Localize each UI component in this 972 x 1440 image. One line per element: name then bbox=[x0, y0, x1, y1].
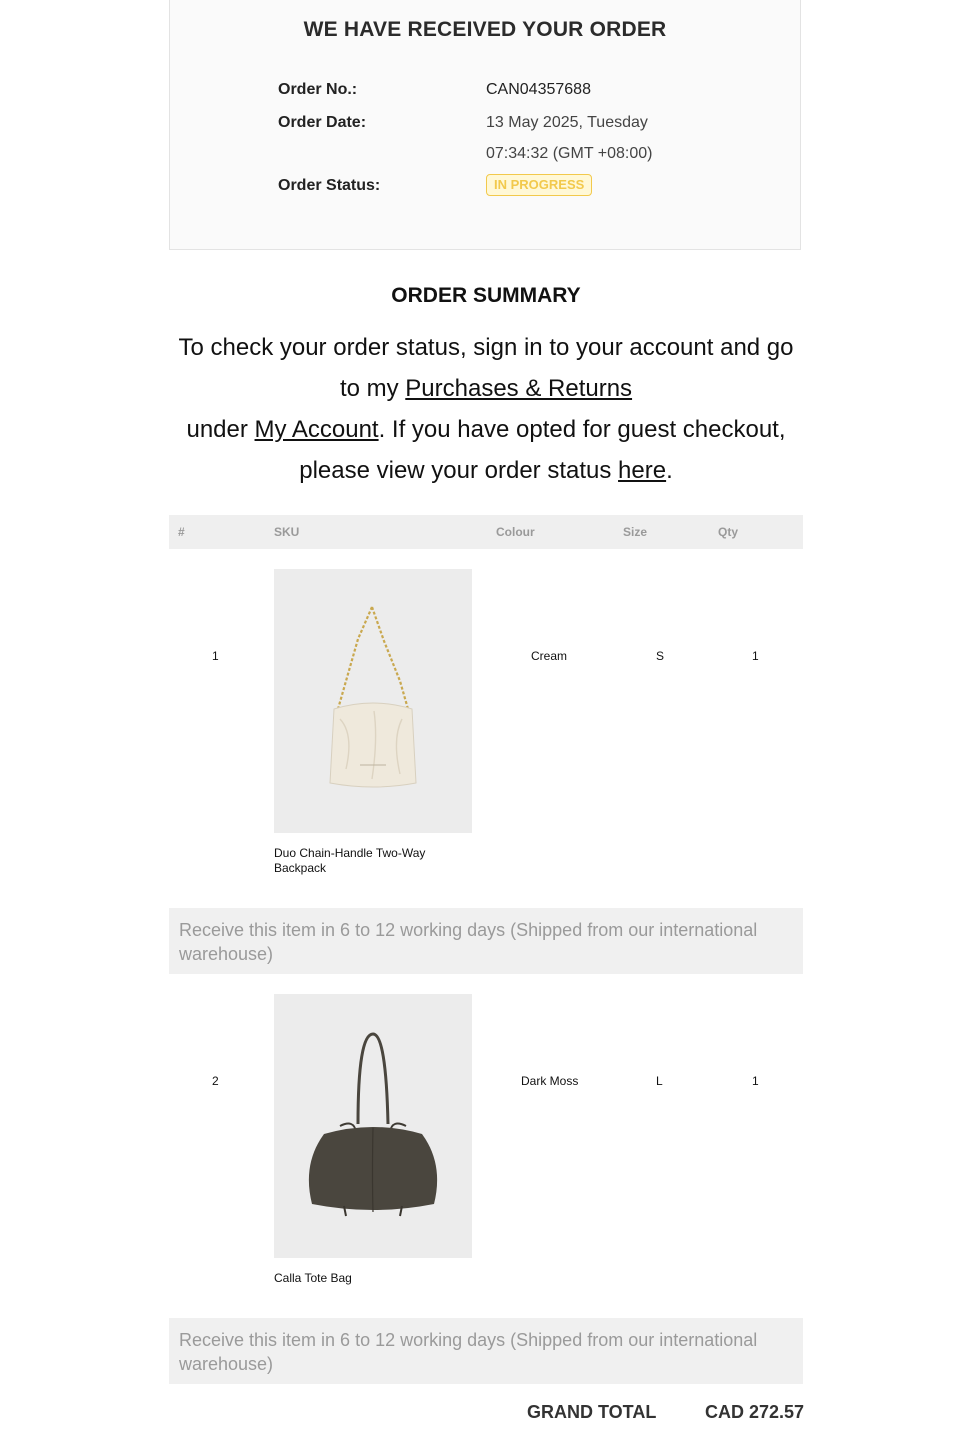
summary-text-part-3: . If you have opted for guest checkout, please view your order status bbox=[299, 416, 786, 484]
summary-text-part-4: . bbox=[666, 457, 673, 484]
cream-chain-bag-image[interactable] bbox=[274, 569, 472, 833]
order-number-label: Order No.: bbox=[278, 81, 358, 98]
summary-text-part-2: under bbox=[186, 416, 255, 443]
item-size: S bbox=[656, 649, 665, 663]
order-status-badge: IN PROGRESS bbox=[486, 174, 592, 196]
item-name: Duo Chain-Handle Two-Way Backpack bbox=[274, 846, 426, 875]
item-index: 2 bbox=[212, 1074, 219, 1088]
item-name: Calla Tote Bag bbox=[274, 1271, 352, 1285]
guest-status-here-link[interactable]: here bbox=[618, 457, 667, 484]
item-colour: Cream bbox=[531, 649, 568, 663]
shipping-note: Receive this item in 6 to 12 working days (Shipped from our international warehouse) bbox=[169, 1318, 803, 1384]
tote-bag-icon bbox=[274, 994, 472, 1258]
order-date-label: Order Date: bbox=[278, 114, 367, 131]
order-received-panel bbox=[169, 0, 801, 250]
grand-total-value: CAD 272.57 bbox=[705, 1402, 805, 1422]
item-size: L bbox=[656, 1074, 663, 1088]
items-table-header bbox=[169, 515, 803, 549]
summary-text-part-1: To check your order status, sign in to your account and go to my bbox=[178, 334, 794, 402]
order-number-value: CAN04357688 bbox=[486, 81, 591, 98]
item-qty: 1 bbox=[752, 1074, 759, 1088]
header-colour: Colour bbox=[496, 525, 535, 539]
order-status-label: Order Status: bbox=[278, 177, 381, 194]
header-qty: Qty bbox=[718, 525, 739, 539]
my-account-link[interactable]: My Account bbox=[254, 416, 379, 443]
order-received-title: WE HAVE RECEIVED YOUR ORDER bbox=[303, 18, 667, 41]
header-sku: SKU bbox=[274, 525, 300, 539]
cream-bag-icon bbox=[274, 569, 472, 833]
item-qty: 1 bbox=[752, 649, 759, 663]
grand-total-label: GRAND TOTAL bbox=[527, 1402, 657, 1422]
header-size: Size bbox=[623, 525, 648, 539]
item-index: 1 bbox=[212, 649, 219, 663]
header-index: # bbox=[178, 525, 185, 539]
purchases-returns-link[interactable]: Purchases & Returns bbox=[405, 375, 633, 402]
order-summary-title: ORDER SUMMARY bbox=[391, 284, 581, 307]
shipping-note: Receive this item in 6 to 12 working days (Shipped from our international warehouse) bbox=[169, 908, 803, 974]
item-colour: Dark Moss bbox=[521, 1074, 579, 1088]
order-time-value: 07:34:32 (GMT +08:00) bbox=[486, 145, 653, 162]
order-date-value: 13 May 2025, Tuesday bbox=[486, 114, 648, 131]
order-summary-text bbox=[169, 327, 803, 491]
dark-moss-tote-image[interactable] bbox=[274, 994, 472, 1258]
